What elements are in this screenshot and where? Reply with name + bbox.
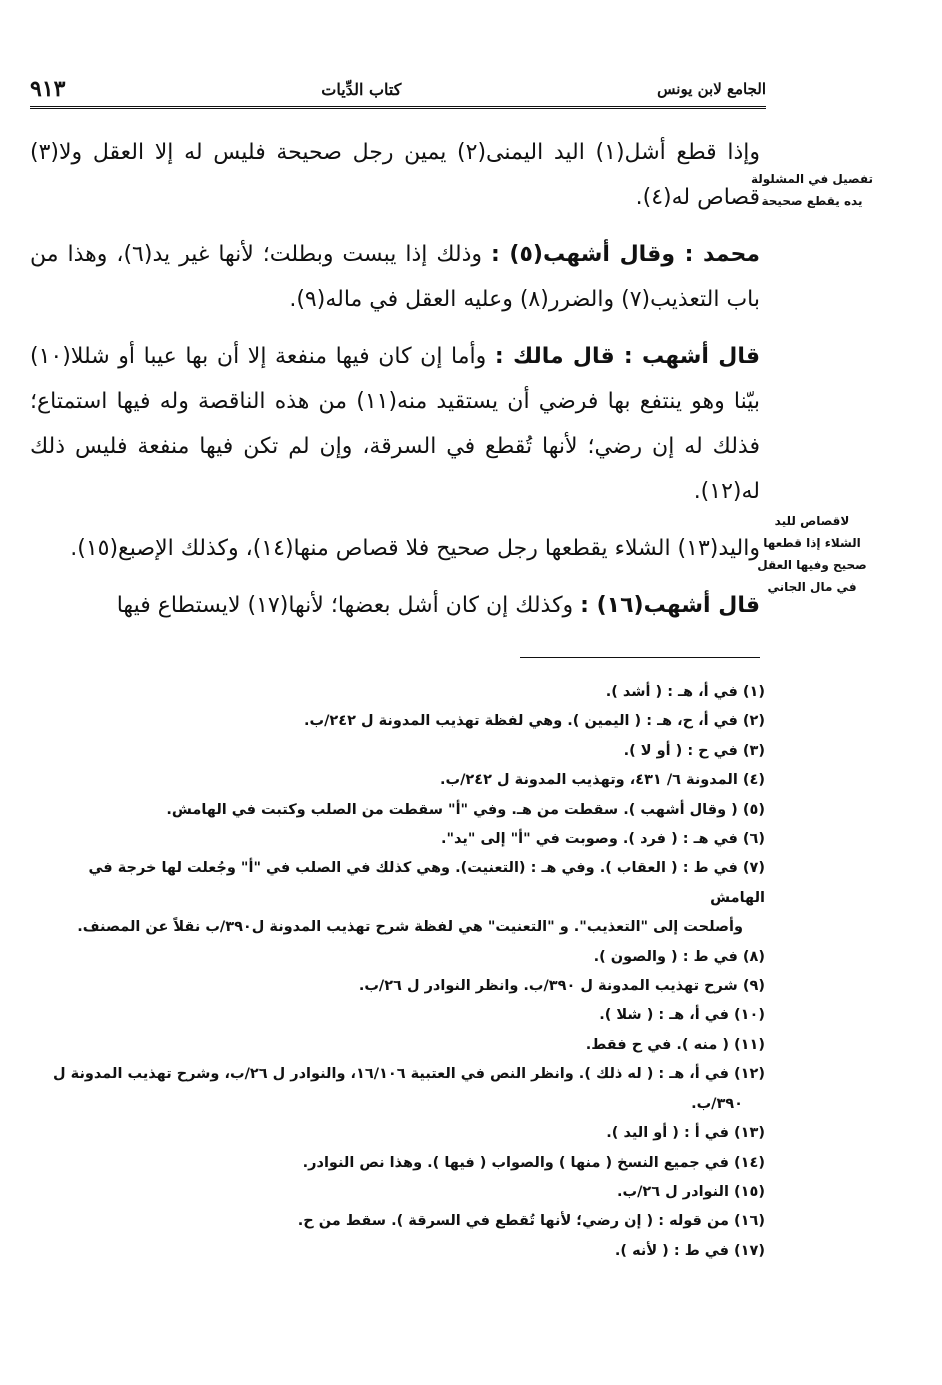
margin-note-line: يده يقطع صحيحة [761, 194, 863, 208]
page-number: ٩١٣ [30, 76, 66, 102]
footnote-rule [520, 657, 760, 658]
margin-note-line: الشلاء إذا قطعها [763, 536, 861, 550]
margin-note-line: صحيح وفيها العقل [757, 558, 867, 572]
footnote: (٩) شرح تهذيب المدونة ل ٣٩٠/ب. وانظر النوادر ل ٢٦/ب. [358, 978, 765, 995]
footnote: (١٤) في جميع النسخ ( منها ) والصواب ( فيها ). وهذا نص النوادر. [302, 1154, 765, 1171]
paragraph-text: وإذا قطع أشل(١) اليد اليمنى(٢) يمين رجل صحيحة فليس له إلا العقل ولا(٣) قصاص له(٤). [30, 140, 761, 210]
paragraph-lead: قال أشهب : قال مالك : [494, 344, 760, 369]
margin-note-line: تفصيل في المشلولة [750, 172, 873, 186]
book-title: الجامع لابن يونس [657, 80, 766, 98]
paragraph [30, 526, 760, 571]
footnote: (١١) ( منه ). في ح فقط. [585, 1036, 765, 1053]
footnote: (١٣) في أ : ( أو اليد ). [606, 1125, 765, 1142]
footnote: (٦) في هـ : ( فرد ). وصوبت في "أ" إلى "يد". [440, 831, 765, 848]
paragraph [30, 232, 760, 322]
main-text [30, 130, 760, 640]
paragraph [30, 130, 760, 220]
footnote: (٣) في ح : ( أو لا ). [623, 742, 765, 759]
margin-note-line: لاقصاص لليد [774, 514, 850, 528]
paragraph [30, 334, 760, 514]
footnote-text: (١٢) في أ، هـ : ( له ذلك ). وانظر النص في العتبية ١٦/١٠٦، والنوادر ل ٢٦/ب، وشرح تهذيب المدونة ل [53, 1066, 765, 1083]
page-header [30, 74, 766, 104]
footnote: (٢) في أ، ح، هـ : ( اليمين ). وهي لفظة تهذيب المدونة ل ٢٤٢/ب. [304, 713, 765, 730]
footnote: (١٠) في أ، هـ : ( شلا ). [599, 1007, 765, 1024]
footnote: (٨) في ط : ( والصون ). [593, 948, 765, 965]
paragraph-lead: محمد : وقال أشهب(٥) : [490, 242, 760, 267]
paragraph [30, 583, 760, 628]
paragraph-lead: قال أشهب(١٦) : [580, 593, 760, 618]
margin-note-line: في مال الجاني [767, 580, 857, 594]
footnote: (١٥) النوادر ل ٢٦/ب. [617, 1183, 765, 1200]
footnote: (١٧) في ط : ( لأنه ). [614, 1242, 765, 1259]
footnote: (٤) المدونة ٦/ ٤٣١، وتهذيب المدونة ل ٢٤٢/ب. [440, 772, 765, 789]
paragraph-text: وأما إن كان فيها منفعة إلا أن بها عيبا أو شللا(١٠) بيّنا وهو ينتفع بها فرضي أن يستقيد منه(١١) من هذه الناقصة وله فيها استمتاع؛ فذلك له إن رضي؛ لأنها تُقطع في السرقة، وإن لم تكن فيها منفعة فليس ذلك له(١٢). [30, 344, 760, 504]
footnote [40, 1060, 765, 1119]
footnote: (٥) ( وقال أشهب ). سقطت من هـ. وفي "أ" سقطت من الصلب وكتبت في الهامش. [166, 801, 765, 818]
footnote: (١٦) من قوله : ( إن رضي؛ لأنها تُقطع في السرقة ). سقط من ح. [297, 1213, 765, 1230]
footnote: (١) في أ، هـ : ( أشد ). [605, 684, 765, 700]
paragraph-text: واليد(١٣) الشلاء يقطعها رجل صحيح فلا قصاص منها(١٤)، وكذلك الإصبع(١٥). [70, 536, 760, 561]
footnotes [40, 678, 765, 1266]
footnote-text: (٧) في ط : ( العقاب ). وفي هـ : (التعنيت). وهي كذلك في الصلب في "أ" وجُعلت لها خرجة في الهامش [88, 860, 765, 906]
header-rule [30, 106, 766, 109]
footnote [40, 854, 765, 942]
book-section: كتاب الدِّيات [321, 79, 402, 99]
footnote-continuation: ٣٩٠/ب. [691, 1095, 743, 1112]
footnote-continuation: وأصلحت إلى "التعذيب". و "التعنيت" هي لفظة شرح تهذيب المدونة ل٣٩٠/ب نقلاً عن المصنف. [77, 919, 743, 936]
paragraph-text: وذلك إذا يبست وبطلت؛ لأنها غير يد(٦)، وهذا من باب التعذيب(٧) والضرر(٨) وعليه العقل في ماله(٩). [30, 242, 760, 312]
paragraph-text: وكذلك إن كان أشل بعضها؛ لأنها(١٧) لايستطاع فيها [116, 593, 581, 618]
